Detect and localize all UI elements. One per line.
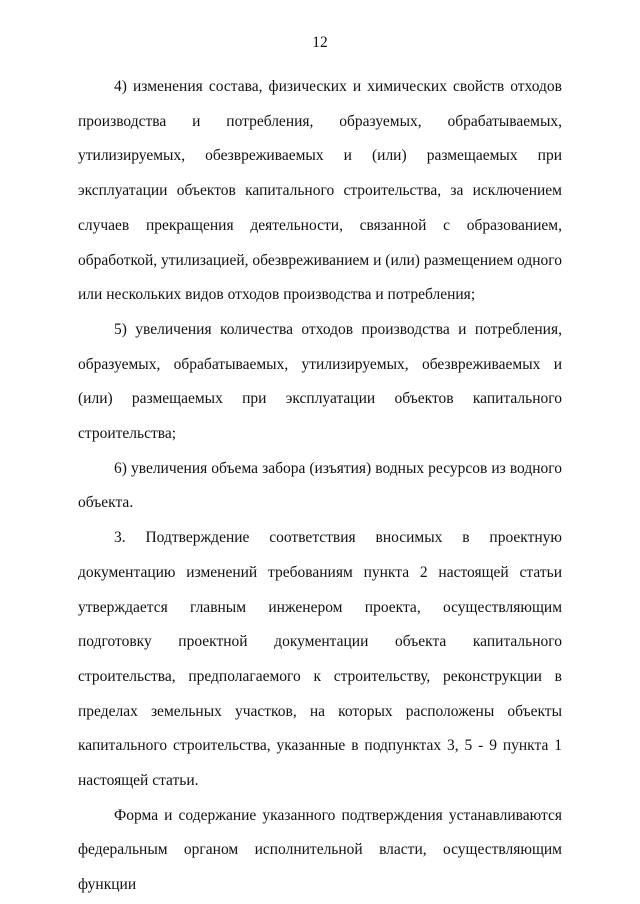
page-number: 12 [312,34,328,51]
paragraph-item-5: 5) увеличения количества отходов производства и потребления, образуемых, обрабатываемых, утилизируемых, обезвреживаемых и (или) размещаемых при эксплуатации объектов капитального строительства; [78,320,562,443]
paragraph-item-4: 4) изменения состава, физических и химических свойств отходов производства и потребления, образуемых, обрабатываемых, утилизируемых, обезвреживаемых и (или) размещаемых при эксплуатации объектов капитального строительства, за исключением случаев прекращения деятельности, связанной с образованием, обработкой, утилизацией, обезвреживанием и (или) размещением одного или нескольких видов отходов производства и потребления; [78,78,562,304]
document-body [78,70,562,903]
paragraph-item-6: 6) увеличения объема забора (изъятия) водных ресурсов из водного объекта. [78,459,562,512]
paragraph-form-content: Форма и содержание указанного подтверждения устанавливаются федеральным органом исполнительной власти, осуществляющим функции [78,806,562,894]
paragraph-section-3: 3. Подтверждение соответствия вносимых в проектную документацию изменений требованиям пункта 2 настоящей статьи утверждается главным инженером проекта, осуществляющим подготовку проектной документации объекта капитального строительства, предполагаемого к строительству, реконструкции в пределах земельных участков, на которых расположены объекты капитального строительства, указанные в подпунктах 3, 5 - 9 пункта 1 настоящей статьи. [78,529,562,790]
